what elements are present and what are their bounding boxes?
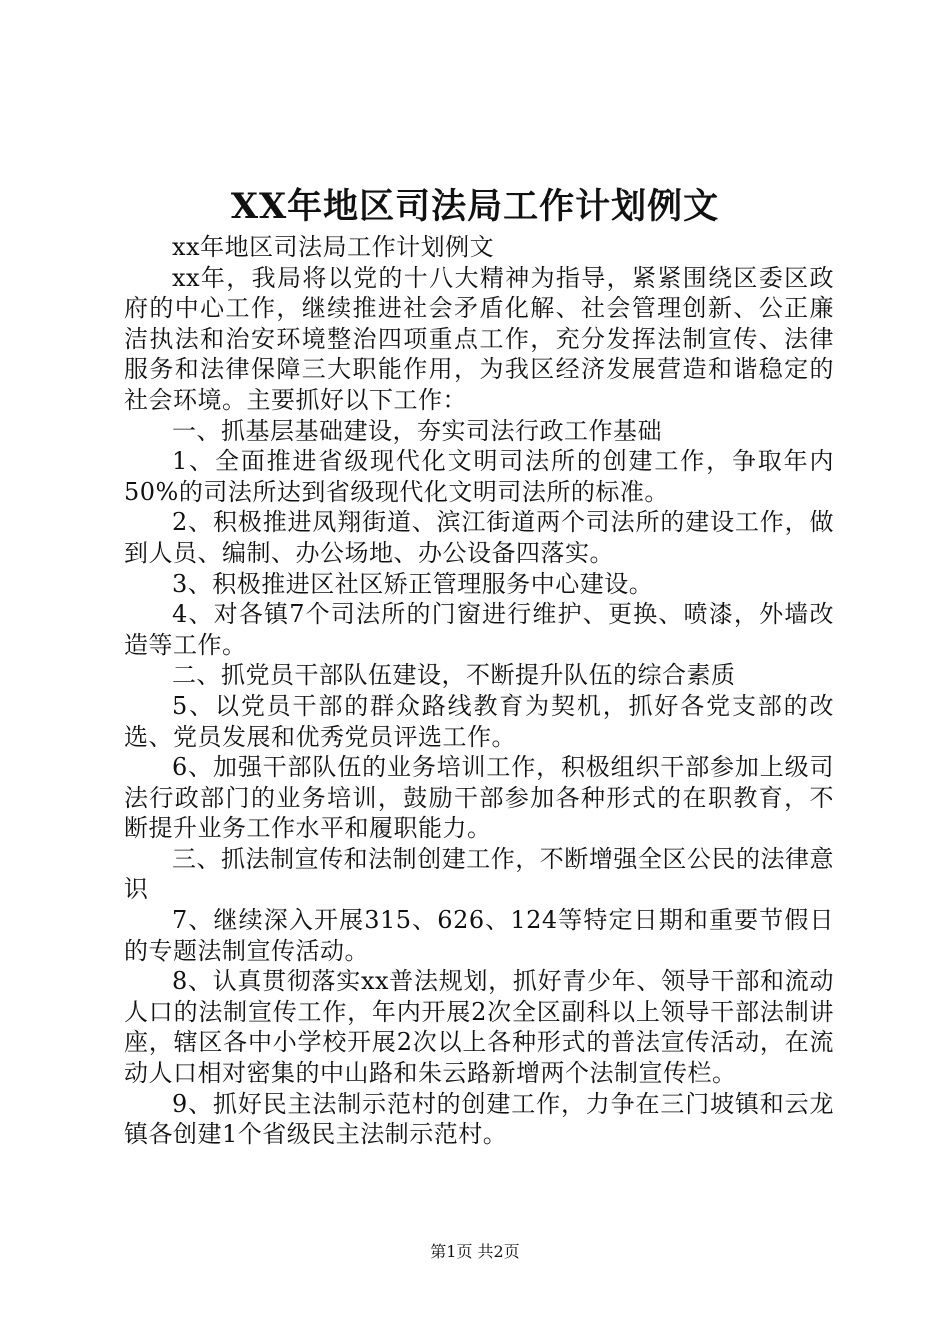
item-paragraph-7: 7、继续深入开展315、626、124等特定日期和重要节假日的专题法制宣传活动。 — [124, 906, 834, 965]
item-paragraph-2: 2、积极推进凤翔街道、滨江街道两个司法所的建设工作，做到人员、编制、办公场地、办公设备四落实。 — [124, 508, 834, 567]
item-paragraph-8: 8、认真贯彻落实xx普法规划，抓好青少年、领导干部和流动人口的法制宣传工作，年内开展2次全区副科以上领导干部法制讲座，辖区各中小学校开展2次以上各种形式的普法宣传活动，在流动人口相对密集的中山路和朱云路新增两个法制宣传栏。 — [124, 967, 834, 1088]
page-footer: 第1页 共2页 — [430, 1242, 520, 1261]
intro-paragraph: xx年，我局将以党的十八大精神为指导，紧紧围绕区委区政府的中心工作，继续推进社会矛盾化解、社会管理创新、公正廉洁执法和治安环境整治四项重点工作，充分发挥法制宣传、法律服务和法律保障三大职能作用，为我区经济发展营造和谐稳定的社会环境。主要抓好以下工作： — [124, 263, 834, 414]
item-paragraph-9: 9、抓好民主法制示范村的创建工作，力争在三门坡镇和云龙镇各创建1个省级民主法制示范村。 — [124, 1089, 834, 1149]
section-heading-3: 三、抓法制宣传和法制创建工作，不断增强全区公民的法律意识 — [124, 844, 834, 904]
item-paragraph-3: 3、积极推进区社区矫正管理服务中心建设。 — [172, 569, 654, 598]
subtitle-paragraph: xx年地区司法局工作计划例文 — [172, 233, 495, 261]
section-heading-2: 二、抓党员干部队伍建设，不断提升队伍的综合素质 — [172, 661, 736, 690]
item-paragraph-1: 1、全面推进省级现代化文明司法所的创建工作，争取年内50%的司法所达到省级现代化文明司法所的标准。 — [124, 447, 834, 506]
section-heading-1: 一、抓基层基础建设，夯实司法行政工作基础 — [172, 416, 662, 445]
item-paragraph-5: 5、以党员干部的群众路线教育为契机，抓好各党支部的改选、党员发展和优秀党员评选工作。 — [124, 691, 834, 751]
item-paragraph-6: 6、加强干部队伍的业务培训工作，积极组织干部参加上级司法行政部门的业务培训，鼓励干部参加各种形式的在职教育，不断提升业务工作水平和履职能力。 — [124, 753, 834, 843]
item-paragraph-4: 4、对各镇7个司法所的门窗进行维护、更换、喷漆，外墙改造等工作。 — [124, 600, 834, 659]
document-title: XX年地区司法局工作计划例文 — [230, 186, 720, 227]
document-body — [124, 232, 834, 1150]
